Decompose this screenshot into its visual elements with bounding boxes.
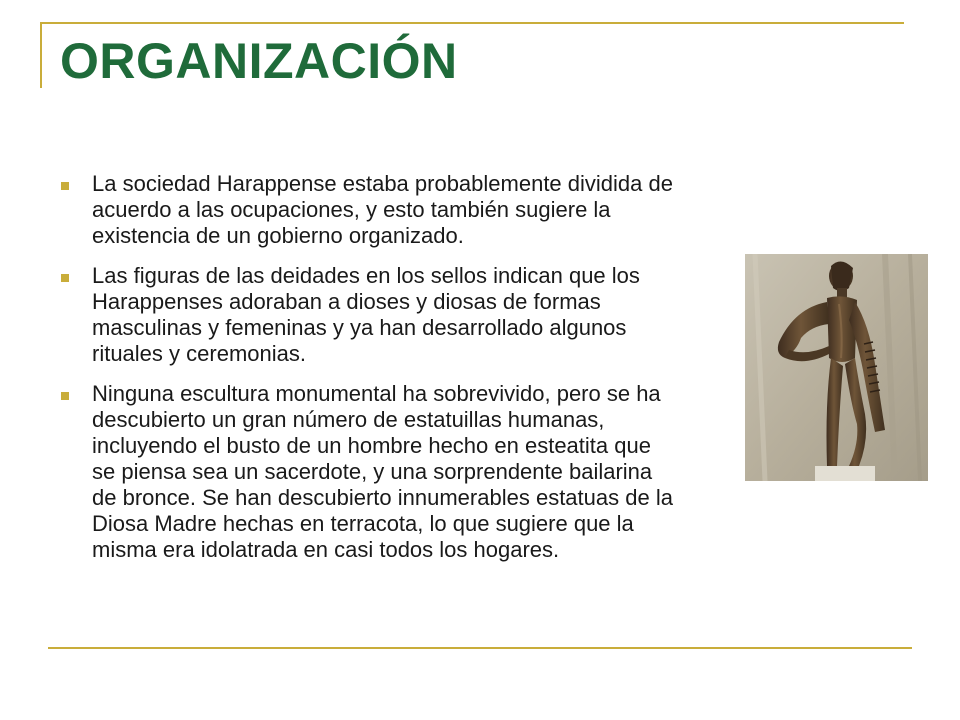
bullet-item: [60, 171, 680, 249]
slide-title: ORGANIZACIÓN: [60, 33, 458, 89]
square-bullet-icon: [61, 274, 69, 282]
square-bullet-icon: [61, 182, 69, 190]
square-bullet-icon: [61, 392, 69, 400]
bullet-list: [60, 171, 680, 577]
dancing-girl-statue-photo: [745, 254, 928, 481]
left-frame-line: [40, 22, 42, 88]
bottom-frame-line: [48, 647, 912, 649]
statue-illustration: [745, 254, 928, 481]
bullet-item: [60, 263, 680, 367]
bullet-text: Ninguna escultura monumental ha sobrevivido, pero se ha descubierto un gran número de estatuillas humanas, incluyendo el busto de un hombre hecho en esteatita que se piensa sea un sacerdote, y una sorprendente bailarina de bronce. Se han descubierto innumerables estatuas de la Diosa Madre hechas en terracota, lo que sugiere que la misma era idolatrada en casi todos los hogares.: [92, 381, 673, 562]
top-frame-line: [40, 22, 904, 24]
bullet-item: [60, 381, 680, 563]
bullet-text: La sociedad Harappense estaba probablemente dividida de acuerdo a las ocupaciones, y esto también sugiere la existencia de un gobierno organizado.: [92, 171, 673, 248]
bullet-text: Las figuras de las deidades en los sellos indican que los Harappenses adoraban a dioses y diosas de formas masculinas y femeninas y ya han desarrollado algunos rituales y ceremonias.: [92, 263, 640, 366]
